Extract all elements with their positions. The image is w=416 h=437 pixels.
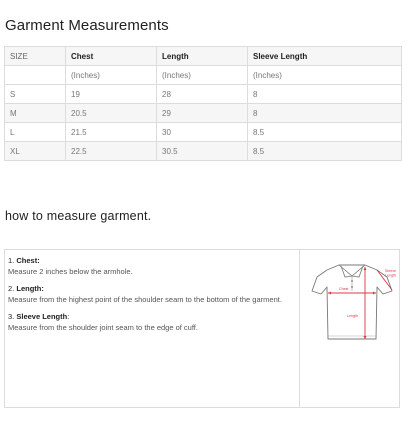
sleeve-cell: 8 (248, 85, 402, 104)
sleeve-cell: 8.5 (248, 123, 402, 142)
button-icon (351, 280, 353, 282)
size-cell: XL (5, 142, 66, 161)
step-number: 3. (8, 312, 15, 321)
length-diagram-label: Length (347, 314, 358, 318)
sleeve-cell: 8.5 (248, 142, 402, 161)
step-label: Sleeve Length (16, 312, 68, 321)
table-row (5, 104, 402, 123)
length-cell: 30 (157, 123, 248, 142)
chest-diagram-label: Chest (339, 287, 349, 291)
step-description: Measure from the highest point of the shoulder seam to the bottom of the garment. (8, 295, 282, 304)
unit-cell: (Inches) (248, 66, 402, 85)
button-icon (351, 286, 353, 288)
chest-cell: 19 (66, 85, 157, 104)
length-cell: 28 (157, 85, 248, 104)
sleeve-diagram-label-line1: Sleeve (385, 269, 396, 273)
size-cell: L (5, 123, 66, 142)
size-cell: S (5, 85, 66, 104)
guide-divider (299, 250, 300, 407)
chest-cell: 20.5 (66, 104, 157, 123)
page-title: Garment Measurements (5, 17, 169, 34)
step-label-suffix: : (67, 312, 70, 321)
size-cell: M (5, 104, 66, 123)
table-row (5, 123, 402, 142)
measure-instructions (8, 255, 293, 339)
length-cell: 29 (157, 104, 248, 123)
table-row (5, 85, 402, 104)
unit-cell: (Inches) (66, 66, 157, 85)
step-label: Length: (16, 284, 44, 293)
unit-cell: (Inches) (157, 66, 248, 85)
length-cell: 30.5 (157, 142, 248, 161)
header-chest: Chest (66, 47, 157, 66)
measure-guide-box (4, 249, 400, 408)
chest-cell: 22.5 (66, 142, 157, 161)
step-number: 1. (8, 256, 15, 265)
size-chart-table (4, 46, 402, 161)
chest-cell: 21.5 (66, 123, 157, 142)
header-sleeve-length: Sleeve Length (248, 47, 402, 66)
step-description: Measure 2 inches below the armhole. (8, 267, 133, 276)
table-header-row (5, 47, 402, 66)
step-sleeve-length (8, 311, 293, 333)
polo-shirt-diagram (307, 257, 397, 347)
unit-cell (5, 66, 66, 85)
measure-guide-title: how to measure garment. (5, 209, 152, 223)
step-chest (8, 255, 293, 277)
sleeve-diagram-label-line2: Length (385, 273, 396, 278)
step-description: Measure from the shoulder joint seam to the edge of cuff. (8, 323, 198, 332)
sleeve-cell: 8 (248, 104, 402, 123)
step-number: 2. (8, 284, 15, 293)
step-length (8, 283, 293, 305)
table-units-row (5, 66, 402, 85)
step-label: Chest: (16, 256, 40, 265)
table-row (5, 142, 402, 161)
header-length: Length (157, 47, 248, 66)
header-size: SIZE (5, 47, 66, 66)
